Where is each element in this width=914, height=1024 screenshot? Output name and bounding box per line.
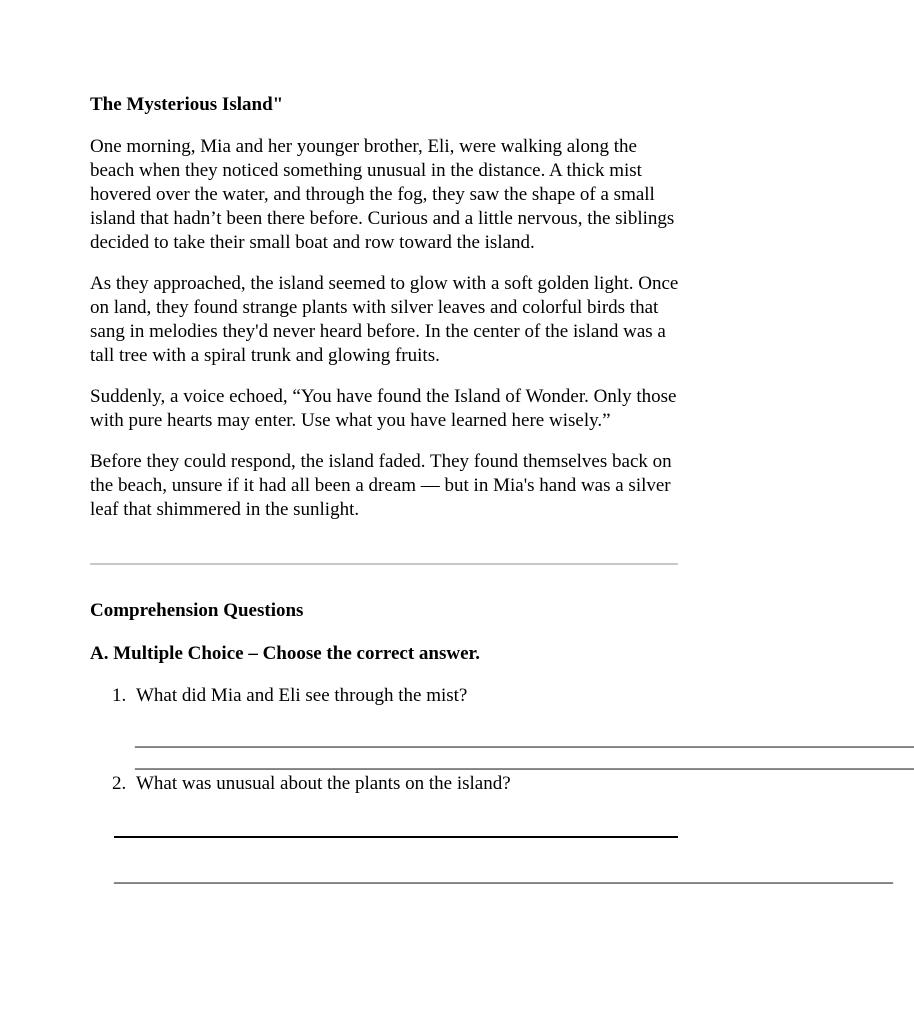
answer-blank-line[interactable]: __________________________________________________________________________________ [114,865,893,886]
story-paragraph: As they approached, the island seemed to glow with a soft golden light. Once on land, they found strange plants with silver leaves and colorful birds that sang in melodies they'd never heard before. In the center of the island was a tall tree with a spiral trunk and glowing fruits. [90,273,679,366]
question-number: 2. [112,773,127,794]
story-paragraph: Before they could respond, the island faded. They found themselves back on the beach, unsure if it had all been a dream — but in Mia's hand was a silver leaf that shimmered in the sunlight. [90,451,672,520]
multiple-choice-heading: A. Multiple Choice – Choose the correct answer. [90,643,480,664]
answer-blank-line[interactable]: __________________________________________________________________________________ [135,729,914,750]
story-section [90,93,680,539]
section-divider [90,563,678,565]
question-item [112,772,511,796]
comprehension-heading: Comprehension Questions [90,600,304,621]
question-text: What did Mia and Eli see through the mist? [136,685,468,706]
story-paragraph: Suddenly, a voice echoed, “You have found the Island of Wonder. Only those with pure hearts may enter. Use what you have learned here wisely.” [90,386,677,431]
question-text: What was unusual about the plants on the island? [136,773,511,794]
question-item [112,684,467,708]
story-title: The Mysterious Island" [90,94,284,115]
answer-blank-line[interactable]: __________________________________________________________________________________ [135,751,914,772]
story-paragraph: One morning, Mia and her younger brother, Eli, were walking along the beach when they noticed something unusual in the distance. A thick mist hovered over the water, and through the fog, they saw the shape of a small island that hadn’t been there before. Curious and a little nervous, the siblings decided to take their small boat and row toward the island. [90,136,675,253]
answer-solid-line[interactable] [114,836,678,838]
question-number: 1. [112,685,127,706]
